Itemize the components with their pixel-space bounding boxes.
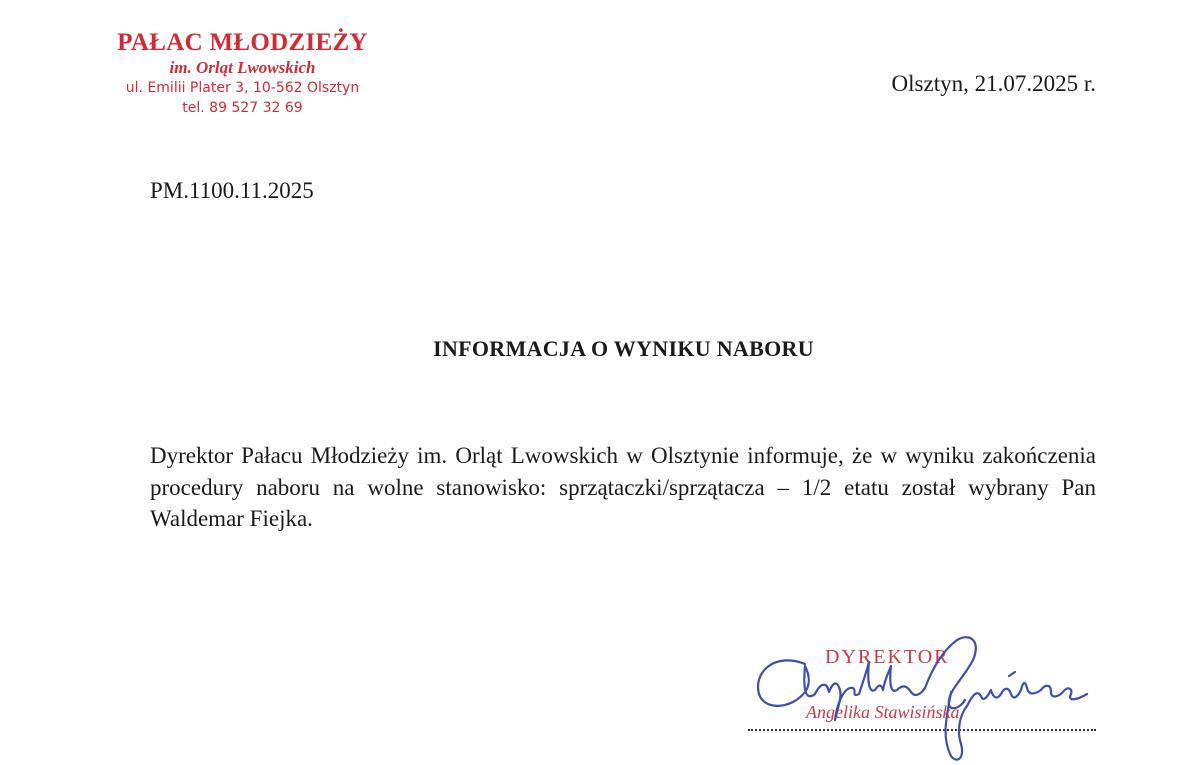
institution-address: ul. Emilii Plater 3, 10-562 Olsztyn — [125, 80, 360, 96]
place-and-date: Olsztyn, 21.07.2025 r. — [891, 71, 1096, 96]
signature-role: DYREKTOR — [825, 646, 950, 668]
institution-patron: im. Orląt Lwowskich — [169, 58, 316, 77]
document-title: INFORMACJA O WYNIKU NABORU — [433, 336, 814, 361]
institution-stamp — [100, 28, 385, 118]
reference-number: PM.1100.11.2025 — [150, 178, 314, 203]
signature-person-name: Angelika Stawisińska — [806, 702, 960, 722]
signature-block — [745, 632, 1105, 762]
institution-name: PAŁAC MŁODZIEŻY — [117, 29, 368, 56]
institution-phone: tel. 89 527 32 69 — [182, 100, 303, 116]
body-paragraph: Dyrektor Pałacu Młodzieży im. Orląt Lwowskich w Olsztynie informuje, że w wyniku zakończenia procedury naboru na wolne stanowisko: sprzątaczki/sprzątacza – 1/2 etatu został wybrany Pan Waldemar Fiejka. — [150, 443, 1096, 531]
handwritten-signature-icon — [745, 632, 1105, 762]
